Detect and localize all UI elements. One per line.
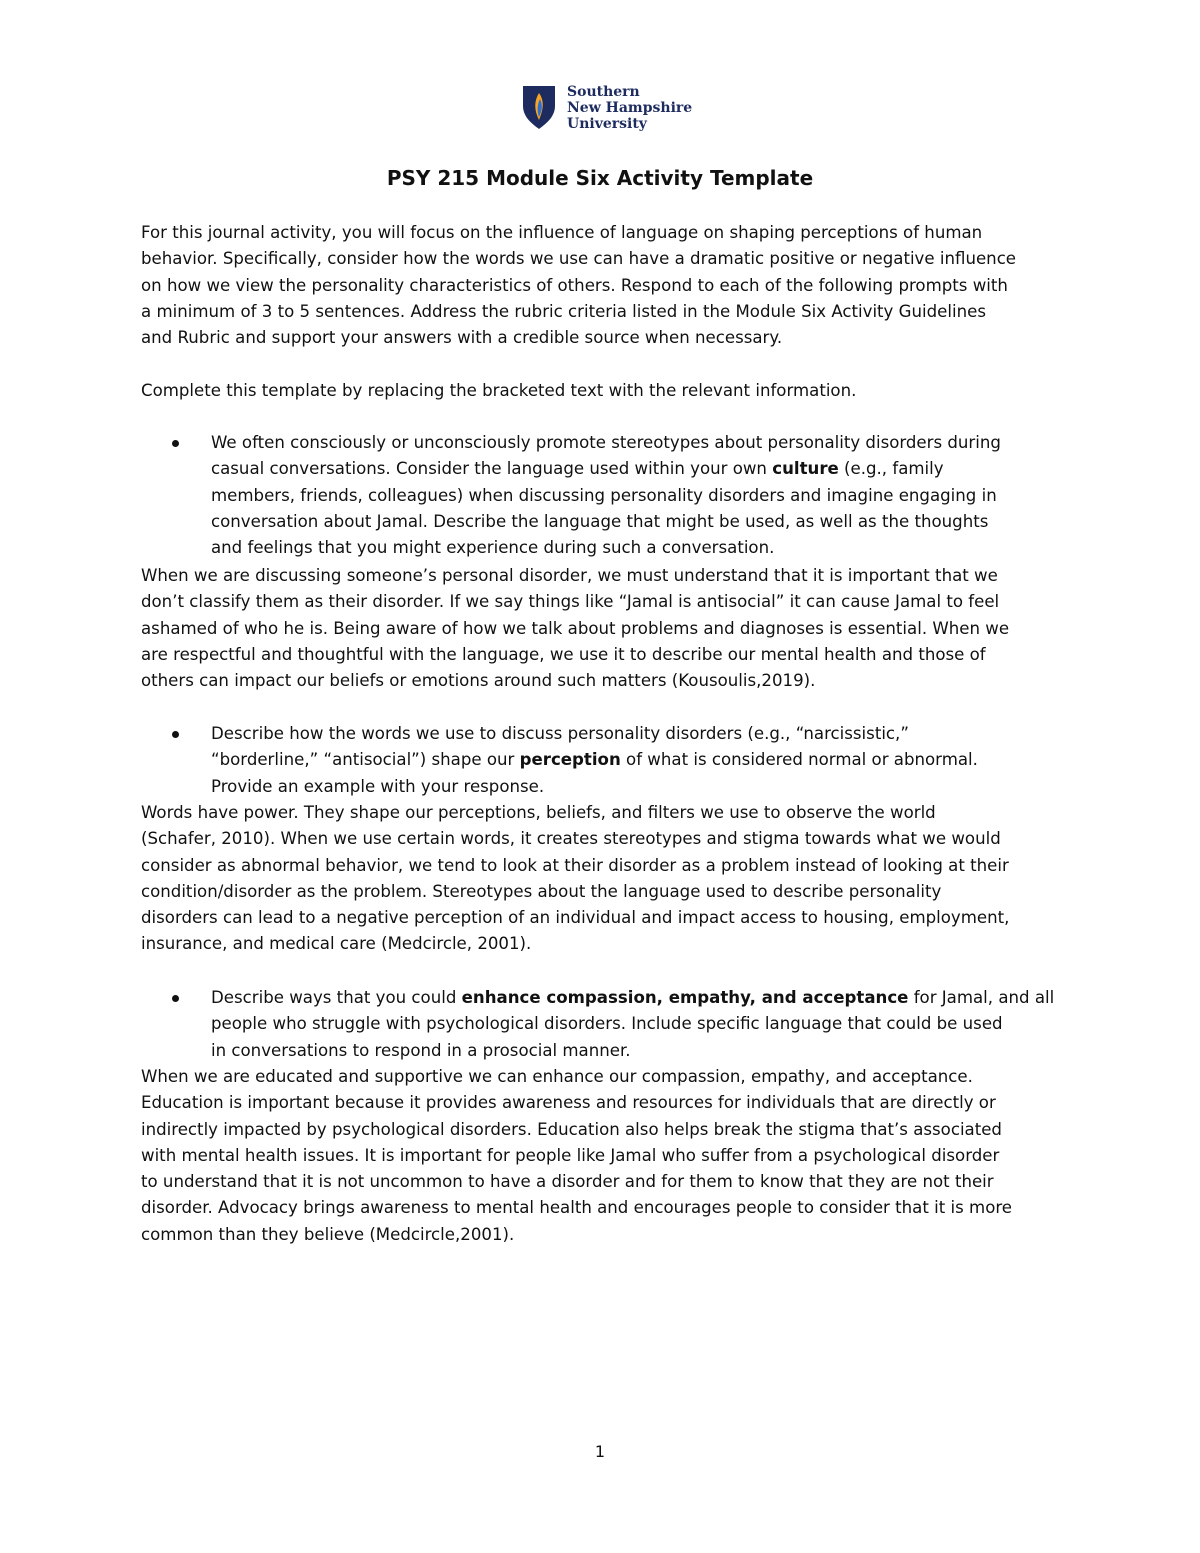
prompt-text: of what is considered normal or abnormal. — [620, 750, 978, 770]
bullet-icon — [172, 440, 179, 447]
answer-line: condition/disorder as the problem. Stereotypes about the language used to describe personality — [141, 881, 942, 901]
answer-line: common than they believe (Medcircle,2001). — [141, 1224, 515, 1244]
answer-line: with mental health issues. It is important for people like Jamal who suffer from a psychological disorder — [141, 1145, 1000, 1165]
bullet-icon — [172, 731, 179, 738]
prompt-line: in conversations to respond in a prosocial manner. — [211, 1040, 631, 1060]
answer-line: insurance, and medical care (Medcircle, 2001). — [141, 934, 532, 954]
shield-flame-icon — [522, 84, 556, 130]
instruction-text: Complete this template by replacing the bracketed text with the relevant information. — [141, 381, 857, 400]
answer-line: When we are discussing someone’s personal disorder, we must understand that it is important that we — [141, 566, 998, 585]
prompt-text: for Jamal, and all — [908, 988, 1055, 1007]
prompt-line — [211, 985, 1071, 1011]
intro-line: on how we view the personality characteristics of others. Respond to each of the following prompts with — [141, 275, 1008, 295]
prompt-text: Describe ways that you could — [211, 988, 462, 1007]
answer-line: others can impact our beliefs or emotions around such matters (Kousoulis,2019). — [141, 671, 816, 691]
document-title: PSY 215 Module Six Activity Template — [386, 166, 814, 190]
page-number: 1 — [594, 1442, 606, 1461]
prompt-line: people who struggle with psychological disorders. Include specific language that could be used — [211, 1014, 1003, 1034]
answer-line: Words have power. They shape our perceptions, beliefs, and filters we use to observe the world — [141, 803, 936, 822]
prompt-line: Describe how the words we use to discuss personality disorders (e.g., “narcissistic,” — [211, 724, 909, 743]
prompt-keyword: enhance compassion, empathy, and acceptance — [461, 988, 909, 1007]
answer-line: disorder. Advocacy brings awareness to mental health and encourages people to consider that it is more — [141, 1198, 1013, 1218]
university-logo — [522, 84, 692, 134]
logo-line-2: New Hampshire — [567, 100, 693, 116]
prompt-line — [211, 747, 1071, 773]
answer-line: indirectly impacted by psychological disorders. Education also helps break the stigma that’s associated — [141, 1119, 1002, 1139]
prompt-line: We often consciously or unconsciously promote stereotypes about personality disorders during — [211, 433, 1001, 452]
prompt-text: (e.g., family — [838, 459, 944, 479]
logo-wordmark — [567, 84, 692, 132]
prompt-text: casual conversations. Consider the language used within your own — [211, 459, 773, 479]
intro-paragraph — [141, 220, 1061, 351]
logo-line-1: Southern — [567, 84, 640, 100]
answer-2 — [141, 800, 1061, 958]
intro-line: a minimum of 3 to 5 sentences. Address the rubric criteria listed in the Module Six Activity Guidelines — [141, 301, 986, 321]
answer-line: disorders can lead to a negative perception of an individual and impact access to housing, employment, — [141, 908, 1010, 928]
prompt-line: conversation about Jamal. Describe the language that might be used, as well as the thoughts — [211, 511, 989, 531]
answer-line: consider as abnormal behavior, we tend to look at their disorder as a problem instead of looking at their — [141, 855, 1009, 875]
logo-line-3: University — [567, 116, 647, 132]
intro-line: For this journal activity, you will focus on the influence of language on shaping perceptions of human — [141, 223, 983, 242]
answer-1 — [141, 563, 1061, 694]
answer-line: When we are educated and supportive we can enhance our compassion, empathy, and acceptance. — [141, 1067, 973, 1086]
answer-line: don’t classify them as their disorder. If we say things like “Jamal is antisocial” it can cause Jamal to feel — [141, 592, 1000, 612]
answer-line: are respectful and thoughtful with the language, we use it to describe our mental health and those of — [141, 644, 986, 664]
intro-line: and Rubric and support your answers with a credible source when necessary. — [141, 328, 783, 348]
prompt-keyword: perception — [519, 750, 621, 770]
prompt-line: and feelings that you might experience during such a conversation. — [211, 538, 775, 558]
prompt-line — [211, 456, 1071, 482]
instruction-paragraph — [141, 378, 1061, 404]
prompt-text: “borderline,” “antisocial”) shape our — [211, 750, 520, 770]
answer-line: Education is important because it provides awareness and resources for individuals that are directly or — [141, 1093, 996, 1113]
answer-line: (Schafer, 2010). When we use certain words, it creates stereotypes and stigma towards what we would — [141, 829, 1001, 849]
intro-line: behavior. Specifically, consider how the words we use can have a dramatic positive or negative influence — [141, 249, 1017, 269]
answer-3 — [141, 1064, 1061, 1248]
answer-line: to understand that it is not uncommon to have a disorder and for them to know that they are not their — [141, 1172, 994, 1192]
bullet-icon — [172, 995, 179, 1002]
answer-line: ashamed of who he is. Being aware of how we talk about problems and diagnoses is essential. When we — [141, 618, 1010, 638]
prompt-line: members, friends, colleagues) when discussing personality disorders and imagine engaging in — [211, 485, 997, 505]
prompt-line: Provide an example with your response. — [211, 776, 545, 796]
prompt-keyword: culture — [772, 459, 839, 479]
